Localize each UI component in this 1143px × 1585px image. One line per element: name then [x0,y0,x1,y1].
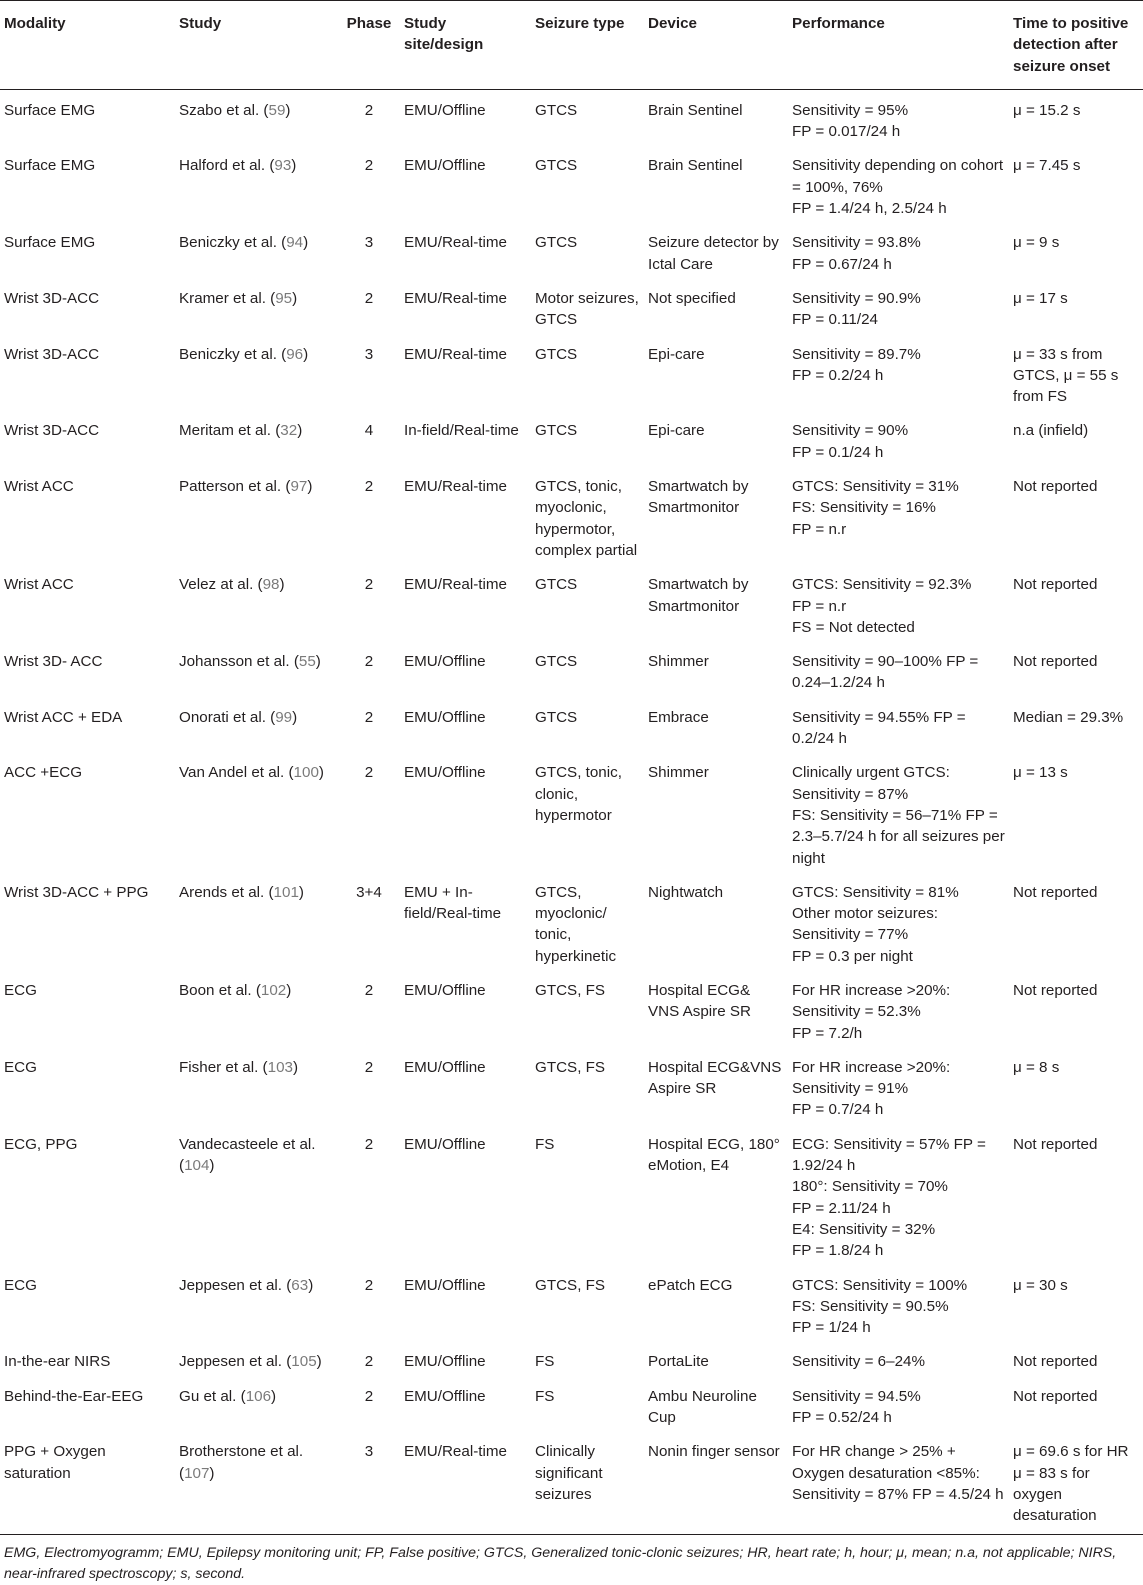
cell-time-to-detection: Not reported [1013,478,1098,496]
reference-link[interactable]: 103 [267,1058,293,1076]
cell-seizure-type: GTCS, tonic, clonic, hypermotor [535,764,622,824]
reference-link[interactable]: 104 [184,1157,210,1175]
cell-performance [788,872,1009,970]
cell-device: Ambu Neuroline Cup [648,1387,757,1427]
header-phase: Phase [338,1,400,90]
cell-device: Brain Sentinel [648,157,743,175]
cell-study: Velez at al. (98) [179,576,285,594]
performance-line: FP = n.r [792,597,847,615]
header-row [0,1,1143,90]
performance-line: GTCS: Sensitivity = 31% [792,478,959,496]
cell-time-to-detection: μ = 30 s [1013,1276,1068,1294]
cell-modality: Wrist 3D-ACC [4,345,100,363]
table-row [0,970,1143,1047]
cell-time-to-detection: μ = 7.45 s [1013,157,1081,175]
cell-device: Shimmer [648,653,709,671]
cell-performance [788,1124,1009,1265]
cell-device: Embrace [648,708,709,726]
performance-line: Sensitivity = 94.55% FP = 0.2/24 h [792,708,966,748]
cell-seizure-type: GTCS [535,157,578,175]
cell-study-site: EMU/Offline [404,981,486,999]
cell-phase: 2 [364,981,374,999]
cell-study: Gu et al. (106) [179,1387,277,1405]
cell-study-site: EMU/Offline [404,708,486,726]
study-author: Beniczky et al. ( [179,345,287,363]
cell-performance [788,145,1009,222]
cell-performance [788,1265,1009,1342]
table-footnote: EMG, Electromyogramm; EMU, Epilepsy monitoring unit; FP, False positive; GTCS, Generalized tonic-clonic seizures; HR, heart rate; h, hour; μ, mean; n.a, not applicable; NIRS, near-infrared spectroscopy; s, second. [4,1544,1117,1582]
study-author: Beniczky et al. ( [179,234,287,252]
cell-modality: Surface EMG [4,234,96,252]
cell-performance [788,89,1009,145]
reference-link[interactable]: 32 [280,422,298,440]
cell-device: Brain Sentinel [648,101,743,119]
cell-time-to-detection: Not reported [1013,576,1098,594]
cell-seizure-type: GTCS [535,422,578,440]
header-time-to-detection: Time to positive detection after seizure onset [1009,1,1143,90]
cell-performance [788,1376,1009,1432]
cell-performance [788,752,1009,871]
header-modality: Modality [0,1,175,90]
reference-link[interactable]: 55 [298,653,316,671]
cell-performance [788,222,1009,278]
reference-link[interactable]: 98 [262,576,280,594]
table-row [0,872,1143,970]
cell-time-to-detection: μ = 9 s [1013,234,1060,252]
study-author: Vandecasteele et al. ( [179,1135,316,1175]
table-row [0,222,1143,278]
reference-link[interactable]: 97 [290,478,308,496]
cell-study-site: EMU/Offline [404,1387,486,1405]
performance-line: For HR increase >20%: Sensitivity = 52.3% [792,981,951,1021]
cell-modality: ECG [4,1058,37,1076]
cell-time-to-detection: μ = 33 s from GTCS, μ = 55 s from FS [1013,345,1119,406]
cell-study: Beniczky et al. (96) [179,345,309,363]
cell-time-to-detection: Not reported [1013,1353,1098,1371]
performance-line: ECG: Sensitivity = 57% FP = 1.92/24 h [792,1135,986,1175]
cell-performance [788,1341,1009,1375]
cell-study-site: EMU/Real-time [404,234,507,252]
cell-study: Jeppesen et al. (63) [179,1276,314,1294]
study-author: Van Andel et al. ( [179,764,294,782]
cell-phase: 2 [364,101,374,119]
performance-line: FS: Sensitivity = 16% [792,499,936,517]
cell-study-site: EMU/Offline [404,1058,486,1076]
reference-link[interactable]: 99 [275,708,293,726]
study-author: Gu et al. ( [179,1387,246,1405]
cell-study: Van Andel et al. (100) [179,764,324,782]
cell-phase: 2 [364,1276,374,1294]
performance-line: FP = 0.2/24 h [792,366,884,384]
reference-link[interactable]: 63 [291,1276,309,1294]
study-author: Jeppesen et al. ( [179,1353,292,1371]
performance-line: FP = 1/24 h [792,1319,871,1337]
cell-device: Not specified [648,289,736,307]
reference-link[interactable]: 95 [275,289,293,307]
cell-modality: Wrist ACC [4,576,74,594]
reference-link[interactable]: 94 [286,234,304,252]
performance-line: Sensitivity = 95% [792,101,909,119]
cell-study: Brotherstone et al. (107) [175,1431,338,1534]
table-row [0,752,1143,871]
table-row [0,697,1143,753]
cell-seizure-type: GTCS, tonic, myoclonic, hypermotor, complex partial [535,478,638,559]
cell-modality: Surface EMG [4,157,96,175]
reference-link[interactable]: 96 [286,345,304,363]
performance-line: FP = 1.8/24 h [792,1242,884,1260]
cell-study: Johansson et al. (55) [179,653,321,671]
performance-line: 180°: Sensitivity = 70% [792,1178,948,1196]
cell-seizure-type: GTCS, myoclonic/ tonic, hyperkinetic [535,883,617,965]
cell-modality: Wrist 3D- ACC [4,653,103,671]
cell-seizure-type: GTCS [535,653,578,671]
cell-device: ePatch ECG [648,1276,733,1294]
table-row [0,1265,1143,1342]
cell-modality: Wrist 3D-ACC [4,422,100,440]
table-row [0,1341,1143,1375]
reference-link[interactable]: 101 [273,883,299,901]
cell-study-site: EMU/Offline [404,764,486,782]
cell-performance [788,466,1009,564]
header-device: Device [644,1,788,90]
cell-time-to-detection: Not reported [1013,1387,1098,1405]
table-row [0,1376,1143,1432]
performance-line: Sensitivity = 6–24% [792,1353,925,1371]
performance-line: FP = 0.7/24 h [792,1101,884,1119]
cell-seizure-type: GTCS [535,234,578,252]
header-study: Study [175,1,338,90]
cell-modality: Wrist 3D-ACC [4,289,100,307]
cell-device: Nonin finger sensor [644,1431,788,1534]
cell-modality: ACC +ECG [4,764,83,782]
cell-time-to-detection: Not reported [1013,653,1098,671]
study-author: Boon et al. ( [179,981,261,999]
performance-line: FS = Not detected [792,618,915,636]
cell-modality: ECG [4,981,37,999]
performance-line: Clinically urgent GTCS: Sensitivity = 87% [792,764,950,803]
cell-study: Vandecasteele et al. (104) [179,1135,316,1175]
cell-modality: In-the-ear NIRS [4,1353,111,1371]
cell-study: Beniczky et al. (94) [179,234,309,252]
cell-performance [788,334,1009,411]
cell-seizure-type: FS [535,1353,555,1371]
cell-study-site: EMU/Offline [404,157,486,175]
reference-link[interactable]: 102 [260,981,287,999]
performance-line: FS: Sensitivity = 90.5% [792,1297,949,1315]
performance-line: Sensitivity = 90.9% [792,289,921,307]
cell-study-site: EMU/Real-time [404,576,507,594]
cell-seizure-type: Clinically significant seizures [531,1431,644,1534]
study-author: Brotherstone et al. ( [179,1443,304,1482]
cell-study-site: In-field/Real-time [404,422,519,440]
header-study-site: Study site/design [400,1,531,90]
study-author: Szabo et al. ( [179,101,269,119]
cell-time-to-detection: n.a (infield) [1013,422,1089,440]
cell-study-site: EMU/Real-time [404,289,507,307]
table-row [0,334,1143,411]
study-author: Velez at al. ( [179,576,263,594]
performance-line: GTCS: Sensitivity = 81% [792,883,959,901]
cell-study: Onorati et al. (99) [179,708,298,726]
cell-phase: 4 [364,422,374,440]
cell-seizure-type: FS [535,1135,555,1153]
performance-line: FP = 7.2/h [792,1024,863,1042]
cell-modality: Wrist 3D-ACC + PPG [4,883,149,901]
cell-performance [788,1047,1009,1124]
cell-modality: Behind-the-Ear-EEG [4,1387,144,1405]
performance-line: FP = 1.4/24 h, 2.5/24 h [792,200,947,218]
cell-device: PortaLite [648,1353,709,1371]
cell-device: Smartwatch by Smartmonitor [648,478,749,517]
reference-link[interactable]: 59 [268,101,286,119]
cell-phase: 2 [364,1135,374,1153]
performance-line: FP = 0.11/24 [792,311,878,329]
cell-performance [788,970,1009,1047]
cell-modality: Wrist ACC [4,478,74,496]
cell-time-to-detection: Median = 29.3% [1013,708,1124,726]
cell-device: Smartwatch by Smartmonitor [648,576,749,615]
reference-link[interactable]: 107 [184,1464,210,1482]
cell-phase: 2 [364,1353,374,1371]
table-row [0,89,1143,145]
performance-line: Sensitivity = 94.5% [792,1387,921,1405]
performance-line: FP = 0.3 per night [792,947,913,965]
cell-device: Hospital ECG, 180° eMotion, E4 [648,1135,780,1175]
cell-time-to-detection: μ = 17 s [1013,289,1068,307]
performance-line: Sensitivity = 90% [792,422,909,440]
performance-line: Sensitivity = 93.8% [792,234,921,252]
cell-phase: 2 [364,157,374,175]
table-row [0,410,1143,466]
cell-seizure-type: GTCS [535,345,578,363]
table-row [0,1047,1143,1124]
cell-device: Hospital ECG&VNS Aspire SR [648,1058,782,1098]
table-row [0,641,1143,697]
cell-phase: 2 [364,1058,374,1076]
study-author: Fisher et al. ( [179,1058,268,1076]
table-row [0,466,1143,564]
cell-phase: 2 [364,708,374,726]
cell-seizure-type: GTCS [535,708,578,726]
cell-modality: Wrist ACC + EDA [4,708,123,726]
cell-study-site: EMU/Offline [404,1276,486,1294]
cell-seizure-type: GTCS, FS [535,981,606,999]
table-row [0,564,1143,641]
cell-seizure-type: GTCS, FS [535,1276,606,1294]
header-seizure-type: Seizure type [531,1,644,90]
performance-line: FP = 2.11/24 h [792,1199,891,1217]
cell-time-to-detection: Not reported [1013,883,1098,901]
table-header [0,1,1143,90]
performance-line: FS: Sensitivity = 56–71% FP = 2.3–5.7/24 h for all seizures per night [792,806,1005,867]
cell-seizure-type: FS [535,1387,555,1405]
cell-device: Shimmer [648,764,709,782]
cell-study: Fisher et al. (103) [179,1058,299,1076]
cell-study-site: EMU/Real-time [400,1431,531,1534]
table-body [0,89,1143,1534]
table-row [0,1124,1143,1265]
performance-line: Sensitivity = 90–100% FP = 0.24–1.2/24 h [792,653,979,692]
cell-study-site: EMU/Offline [404,101,486,119]
cell-study: Szabo et al. (59) [179,101,291,119]
cell-phase: 2 [364,653,374,671]
table-row [0,145,1143,222]
cell-phase: 3 [338,1431,400,1534]
cell-phase: 2 [364,1387,374,1405]
cell-study-site: EMU + In-field/Real-time [404,883,502,923]
performance-line: FP = 0.52/24 h [792,1409,892,1427]
cell-seizure-type: GTCS [535,576,578,594]
cell-time-to-detection: μ = 69.6 s for HR μ = 83 s for oxygen desaturation [1009,1431,1143,1534]
cell-study: Jeppesen et al. (105) [179,1353,322,1371]
cell-performance [788,697,1009,753]
performance-line: Sensitivity depending on cohort = 100%, 76% [792,157,1004,196]
study-author: Meritam et al. ( [179,422,281,440]
reference-link[interactable]: 106 [245,1387,272,1405]
cell-study: Halford et al. (93) [179,157,297,175]
cell-device: Hospital ECG& VNS Aspire SR [648,981,751,1021]
cell-modality: ECG [4,1276,37,1294]
study-author: Onorati et al. ( [179,708,276,726]
performance-line: Other motor seizures: Sensitivity = 77% [792,905,939,944]
cell-seizure-type: GTCS, FS [535,1058,606,1076]
performance-line: E4: Sensitivity = 32% [792,1220,936,1238]
cell-study: Patterson et al. (97) [179,478,313,496]
cell-time-to-detection: μ = 13 s [1013,764,1068,782]
cell-performance [788,1431,1009,1534]
performance-line: GTCS: Sensitivity = 100% [792,1276,968,1294]
cell-time-to-detection: Not reported [1013,981,1098,999]
cell-performance [788,641,1009,697]
cell-performance [788,564,1009,641]
study-author: Jeppesen et al. ( [179,1276,292,1294]
reference-link[interactable]: 93 [274,157,292,175]
study-author: Halford et al. ( [179,157,275,175]
performance-line: For HR change > 25% + Oxygen desaturation <85%: Sensitivity = 87% FP = 4.5/24 h [792,1443,1004,1503]
cell-seizure-type: Motor seizures, GTCS [535,289,639,329]
table-row [0,1431,1143,1534]
cell-phase: 2 [364,289,374,307]
cell-time-to-detection: μ = 15.2 s [1013,101,1081,119]
cell-phase: 3+4 [356,883,382,901]
cell-study-site: EMU/Offline [404,653,486,671]
cell-modality: Surface EMG [4,101,96,119]
cell-performance [788,278,1009,334]
cell-time-to-detection: Not reported [1013,1135,1098,1153]
cell-study: Boon et al. (102) [179,981,292,999]
cell-performance [788,410,1009,466]
cell-study: Arends et al. (101) [179,883,304,901]
header-performance: Performance [788,1,1009,90]
cell-phase: 2 [364,478,374,496]
cell-study: Meritam et al. (32) [179,422,303,440]
performance-line: For HR increase >20%: Sensitivity = 91% [792,1058,951,1098]
performance-line: FP = n.r [792,520,847,538]
cell-time-to-detection: μ = 8 s [1013,1058,1060,1076]
cell-device: Seizure detector by Ictal Care [648,234,779,273]
cell-phase: 3 [364,345,374,363]
cell-phase: 3 [364,234,374,252]
cell-study-site: EMU/Offline [404,1353,486,1371]
cell-device: Epi-care [648,422,705,440]
cell-modality: PPG + Oxygen saturation [0,1431,175,1534]
study-author: Johansson et al. ( [179,653,299,671]
cell-device: Nightwatch [648,883,724,901]
cell-phase: 2 [364,576,374,594]
performance-line: FP = 0.1/24 h [792,443,884,461]
performance-line: GTCS: Sensitivity = 92.3% [792,576,972,594]
cell-seizure-type: GTCS [535,101,578,119]
table-row [0,278,1143,334]
cell-phase: 2 [364,764,374,782]
cell-device: Epi-care [648,345,705,363]
cell-modality: ECG, PPG [4,1135,78,1153]
performance-line: FP = 0.017/24 h [792,123,901,141]
cell-study-site: EMU/Offline [404,1135,486,1153]
reference-link[interactable]: 105 [291,1353,317,1371]
study-author: Kramer et al. ( [179,289,276,307]
performance-line: Sensitivity = 89.7% [792,345,921,363]
performance-line: FP = 0.67/24 h [792,255,892,273]
cell-study-site: EMU/Real-time [404,478,507,496]
study-author: Arends et al. ( [179,883,274,901]
cell-study-site: EMU/Real-time [404,345,507,363]
study-author: Patterson et al. ( [179,478,291,496]
reference-link[interactable]: 100 [293,764,319,782]
cell-study: Kramer et al. (95) [179,289,298,307]
